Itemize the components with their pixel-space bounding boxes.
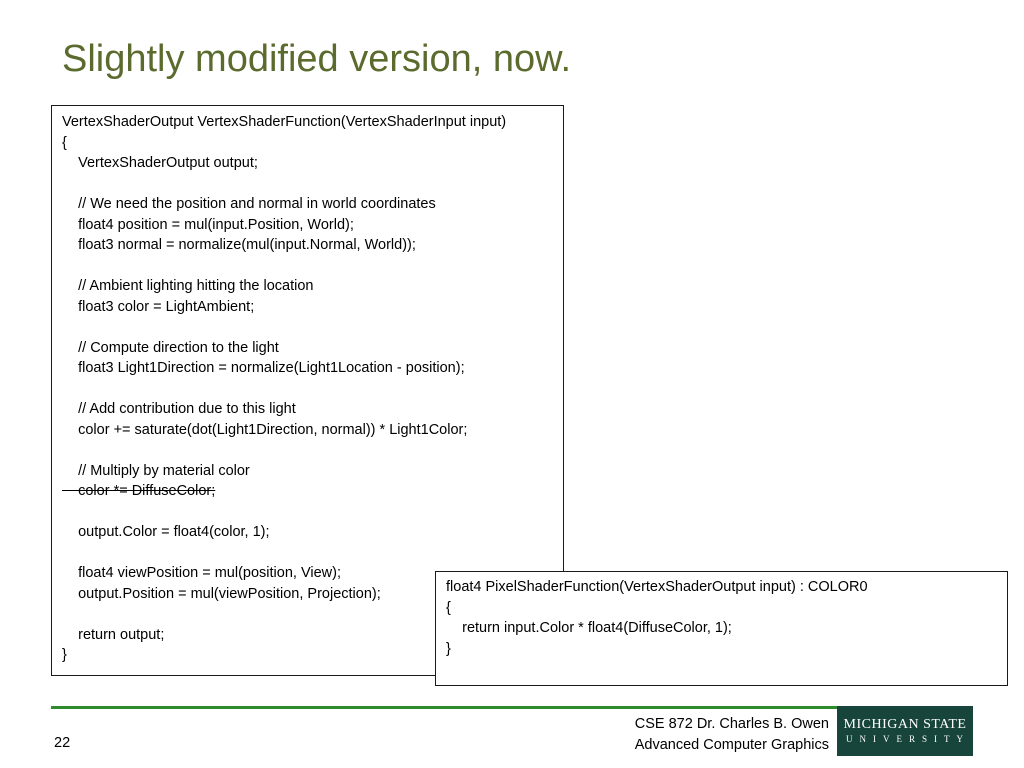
code-line [62,256,553,277]
code-line: // Ambient lighting hitting the location [62,278,314,294]
code-line: } [62,647,67,663]
code-line: color *= DiffuseColor; [62,483,216,499]
code-line [62,440,553,461]
code-line: return output; [62,626,165,643]
code-line: // Add contribution due to this light [62,401,296,417]
logo-line-2: UNIVERSITY [846,734,970,744]
page-number: 22 [54,735,71,751]
code-line: { [446,599,451,616]
course-info [635,714,829,756]
code-line: } [446,640,451,657]
code-line: return input.Color * float4(DiffuseColor, 1); [446,620,732,636]
slide-title: Slightly modified version, now. [62,38,572,80]
code-line: float4 PixelShaderFunction(VertexShaderOutput input) : COLOR0 [446,579,868,595]
code-line [62,502,553,523]
pixel-shader-code-box [435,571,1008,686]
code-line [62,543,553,564]
subject-line: Advanced Computer Graphics [634,737,829,753]
code-line: float3 color = LightAmbient; [62,298,255,315]
code-line [62,379,553,400]
code-line: { [62,134,67,151]
code-line [62,317,553,338]
code-line: float3 Light1Direction = normalize(Light1Location - position); [62,360,465,376]
course-line: CSE 872 Dr. Charles B. Owen [634,716,829,732]
code-line: color += saturate(dot(Light1Direction, normal)) * Light1Color; [62,421,468,438]
code-line: // Compute direction to the light [62,339,279,356]
footer-divider [51,706,972,709]
code-line: VertexShaderOutput output; [62,155,258,171]
code-line: output.Position = mul(viewPosition, Projection); [62,585,381,602]
code-line: float4 position = mul(input.Position, World); [62,216,354,233]
logo-line-1: MICHIGAN STATE [843,717,967,732]
code-line: float4 viewPosition = mul(position, View); [62,565,341,581]
code-line: // Multiply by material color [62,462,250,479]
code-line: output.Color = float4(color, 1); [62,524,270,540]
code-line [62,174,553,195]
code-line: // We need the position and normal in world coordinates [62,196,436,212]
code-line: VertexShaderOutput VertexShaderFunction(VertexShaderInput input) [62,114,507,130]
university-logo [837,706,973,756]
code-line: float3 normal = normalize(mul(input.Normal, World)); [62,237,416,253]
